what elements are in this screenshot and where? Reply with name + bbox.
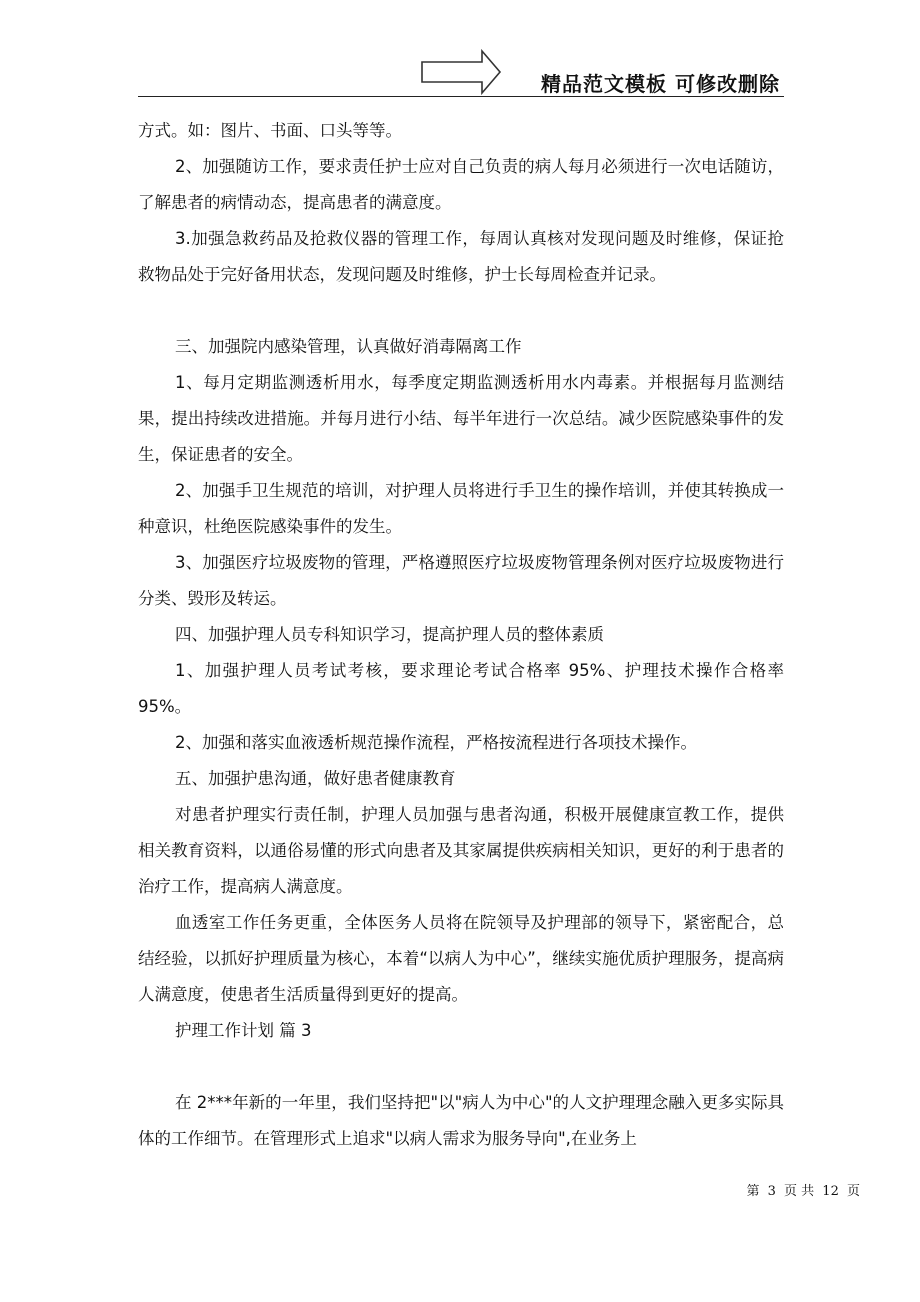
section-heading: 护理工作计划 篇 3	[175, 1021, 312, 1040]
paragraph: 血透室工作任务更重，全体医务人员将在院领导及护理部的领导下，紧密配合，总结经验，以抓好护理质量为核心，本着“以病人为中心”，继续实施优质护理服务，提高病人满意度，使患者生活质量得到更好的提高。	[138, 913, 784, 1004]
header-title: 精品范文模板 可修改删除	[541, 72, 780, 96]
paragraph: 1、每月定期监测透析用水，每季度定期监测透析用水内毒素。并根据每月监测结果，提出持续改进措施。并每月进行小结、每半年进行一次总结。减少医院感染事件的发生，保证患者的安全。	[138, 373, 784, 464]
total-page-count: 12	[822, 1184, 839, 1199]
footer-middle: 页 共	[784, 1184, 815, 1199]
paragraph: 在 2***年新的一年里，我们坚持把"以"病人为中心"的人文护理理念融入更多实际具体的工作细节。在管理形式上追求"以病人需求为服务导向",在业务上	[138, 1093, 784, 1148]
page-number-footer	[744, 1180, 862, 1199]
paragraph: 2、加强随访工作，要求责任护士应对自己负责的病人每月必须进行一次电话随访，了解患者的病情动态，提高患者的满意度。	[138, 157, 784, 212]
current-page-number: 3	[767, 1184, 776, 1199]
section-heading: 五、加强护患沟通，做好患者健康教育	[175, 769, 456, 788]
right-arrow-outline-icon	[420, 48, 504, 96]
page-header	[138, 48, 784, 98]
header-divider	[138, 96, 784, 97]
paragraph: 方式。如：图片、书面、口头等等。	[138, 121, 402, 140]
section-heading: 三、加强院内感染管理，认真做好消毒隔离工作	[175, 337, 522, 356]
footer-prefix: 第	[746, 1184, 760, 1199]
paragraph: 3、加强医疗垃圾废物的管理，严格遵照医疗垃圾废物管理条例对医疗垃圾废物进行分类、毁形及转运。	[138, 553, 784, 608]
paragraph: 对患者护理实行责任制，护理人员加强与患者沟通，积极开展健康宣教工作，提供相关教育资料，以通俗易懂的形式向患者及其家属提供疾病相关知识，更好的利于患者的治疗工作，提高病人满意度。	[138, 805, 784, 896]
paragraph: 2、加强手卫生规范的培训，对护理人员将进行手卫生的操作培训，并使其转换成一种意识，杜绝医院感染事件的发生。	[138, 481, 784, 536]
paragraph: 2、加强和落实血液透析规范操作流程，严格按流程进行各项技术操作。	[175, 733, 697, 752]
footer-suffix: 页	[846, 1184, 860, 1199]
section-heading: 四、加强护理人员专科知识学习，提高护理人员的整体素质	[175, 625, 604, 644]
document-body	[138, 113, 784, 1157]
paragraph: 3.加强急救药品及抢救仪器的管理工作，每周认真核对发现问题及时维修，保证抢救物品处于完好备用状态，发现问题及时维修，护士长每周检查并记录。	[138, 229, 784, 284]
paragraph: 1、加强护理人员考试考核，要求理论考试合格率 95%、护理技术操作合格率 95%。	[138, 661, 784, 716]
